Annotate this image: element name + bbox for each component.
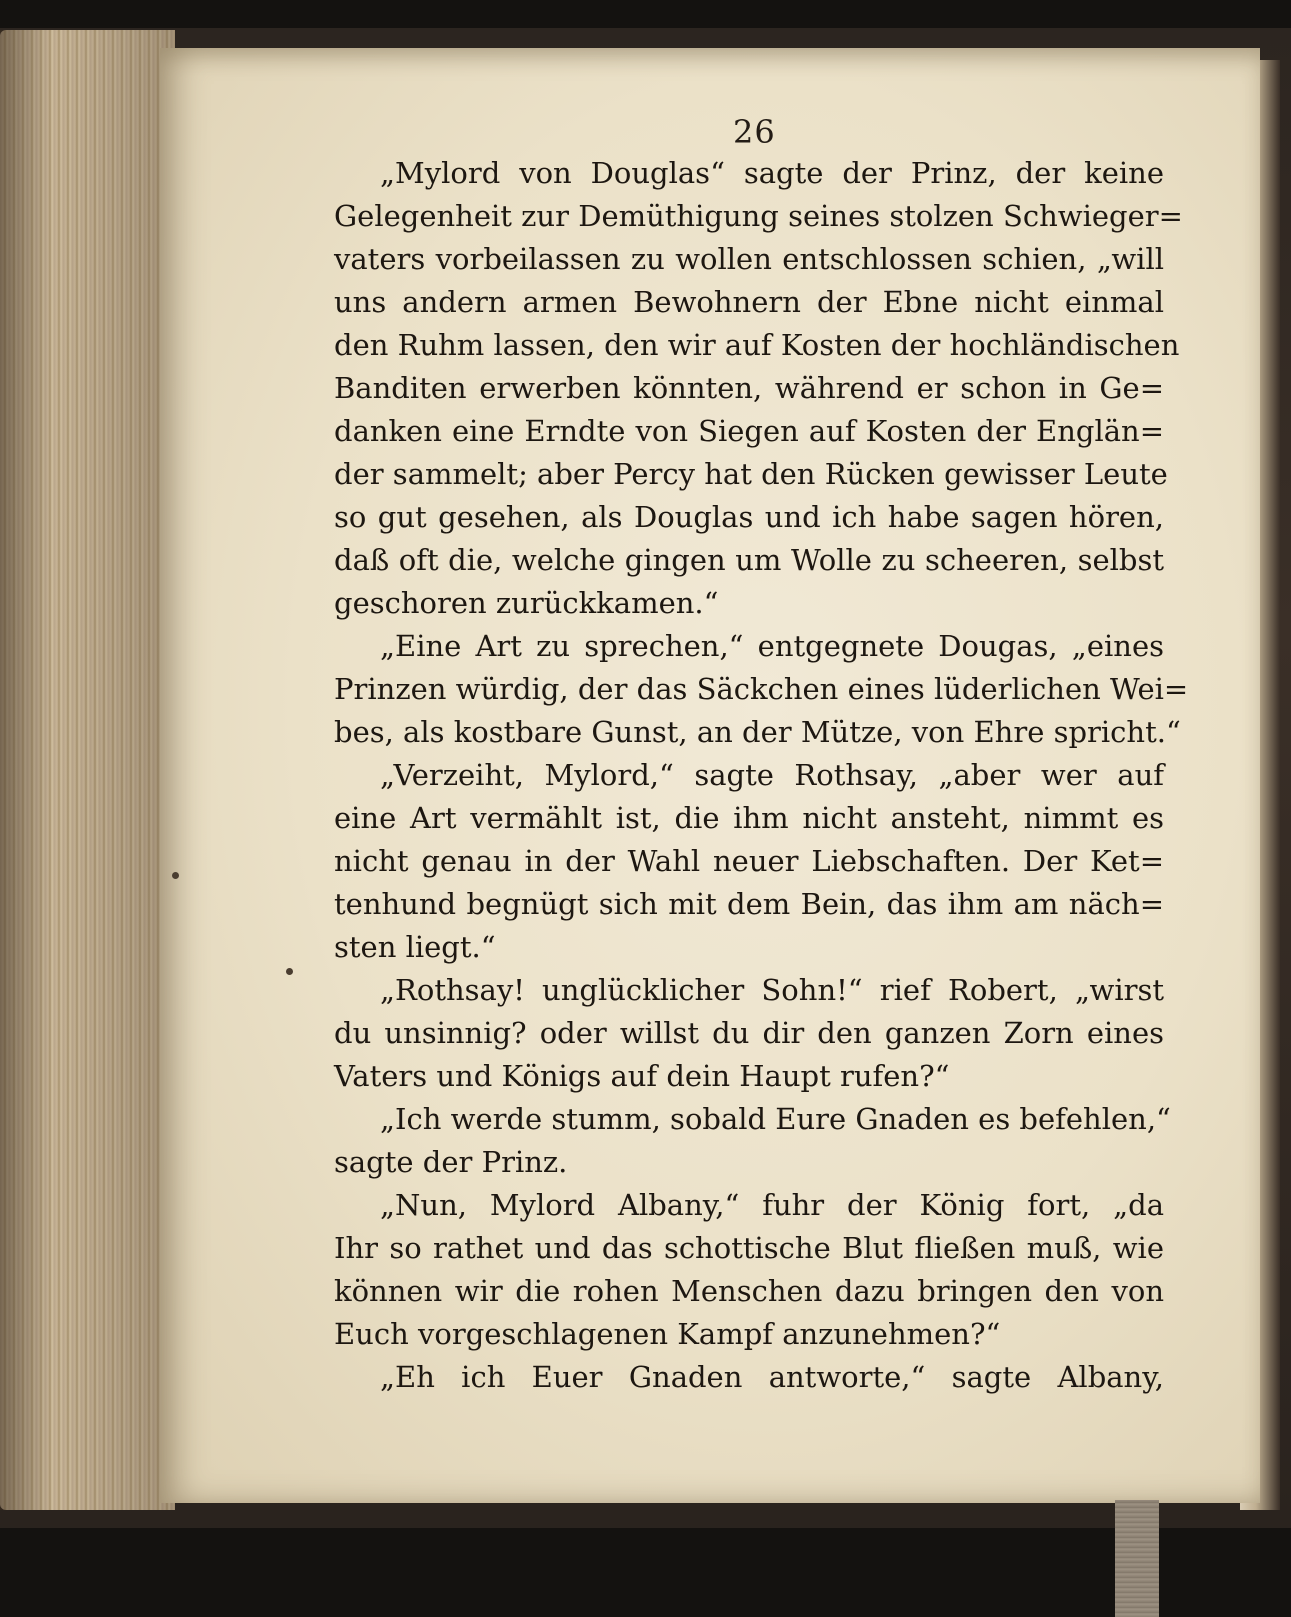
text-line: „Eh ich Euer Gnaden antworte,“ sagte Albany, bbox=[380, 1360, 1164, 1394]
text-line: danken eine Erndte von Siegen auf Kosten der Englän= bbox=[334, 414, 1164, 448]
text-line: sten liegt.“ bbox=[334, 930, 496, 964]
text-line: der sammelt; aber Percy hat den Rücken gewisser Leute bbox=[334, 457, 1168, 491]
text-line: tenhund begnügt sich mit dem Bein, das ihm am näch= bbox=[334, 887, 1164, 921]
text-line: „Verzeiht, Mylord,“ sagte Rothsay, „aber wer auf bbox=[380, 758, 1164, 792]
text-line: geschoren zurückkamen.“ bbox=[334, 586, 719, 620]
text-line: daß oft die, welche gingen um Wolle zu scheeren, selbst bbox=[334, 543, 1164, 577]
text-line: nicht genau in der Wahl neuer Liebschaften. Der Ket= bbox=[334, 844, 1164, 878]
text-line: Prinzen würdig, der das Säckchen eines lüderlichen Wei= bbox=[334, 672, 1189, 706]
ink-speck bbox=[172, 872, 179, 879]
text-line: du unsinnig? oder willst du dir den ganzen Zorn eines bbox=[334, 1016, 1164, 1050]
page-number: 26 bbox=[733, 113, 776, 151]
page-text bbox=[334, 152, 1189, 1399]
page-edges-left bbox=[0, 30, 175, 1510]
text-line: sagte der Prinz. bbox=[334, 1145, 568, 1179]
text-line: Euch vorgeschlagenen Kampf anzunehmen?“ bbox=[334, 1317, 1001, 1351]
ink-speck bbox=[286, 968, 293, 975]
text-line: Ihr so rathet und das schottische Blut fließen muß, wie bbox=[334, 1231, 1164, 1265]
text-line: können wir die rohen Menschen dazu bringen den von bbox=[334, 1274, 1164, 1308]
text-line: „Eine Art zu sprechen,“ entgegnete Dougas, „eines bbox=[380, 629, 1164, 663]
text-line: Gelegenheit zur Demüthigung seines stolzen Schwieger= bbox=[334, 199, 1183, 233]
text-line: eine Art vermählt ist, die ihm nicht ansteht, nimmt es bbox=[334, 801, 1164, 835]
text-line: Vaters und Königs auf dein Haupt rufen?“ bbox=[334, 1059, 950, 1093]
text-line: bes, als kostbare Gunst, an der Mütze, von Ehre spricht.“ bbox=[334, 715, 1181, 749]
text-line: „Mylord von Douglas“ sagte der Prinz, der keine bbox=[380, 156, 1164, 190]
text-line: so gut gesehen, als Douglas und ich habe sagen hören, bbox=[334, 500, 1164, 534]
bookmark-ribbon bbox=[1115, 1500, 1159, 1617]
text-line: Banditen erwerben könnten, während er schon in Ge= bbox=[334, 371, 1164, 405]
text-line: „Ich werde stumm, sobald Eure Gnaden es befehlen,“ bbox=[380, 1102, 1171, 1136]
text-line: „Nun, Mylord Albany,“ fuhr der König fort, „da bbox=[380, 1188, 1164, 1222]
text-line: den Ruhm lassen, den wir auf Kosten der hochländischen bbox=[334, 328, 1180, 362]
text-line: uns andern armen Bewohnern der Ebne nicht einmal bbox=[334, 285, 1164, 319]
text-line: vaters vorbeilassen zu wollen entschlossen schien, „will bbox=[334, 242, 1164, 276]
text-line: „Rothsay! unglücklicher Sohn!“ rief Robert, „wirst bbox=[380, 973, 1164, 1007]
